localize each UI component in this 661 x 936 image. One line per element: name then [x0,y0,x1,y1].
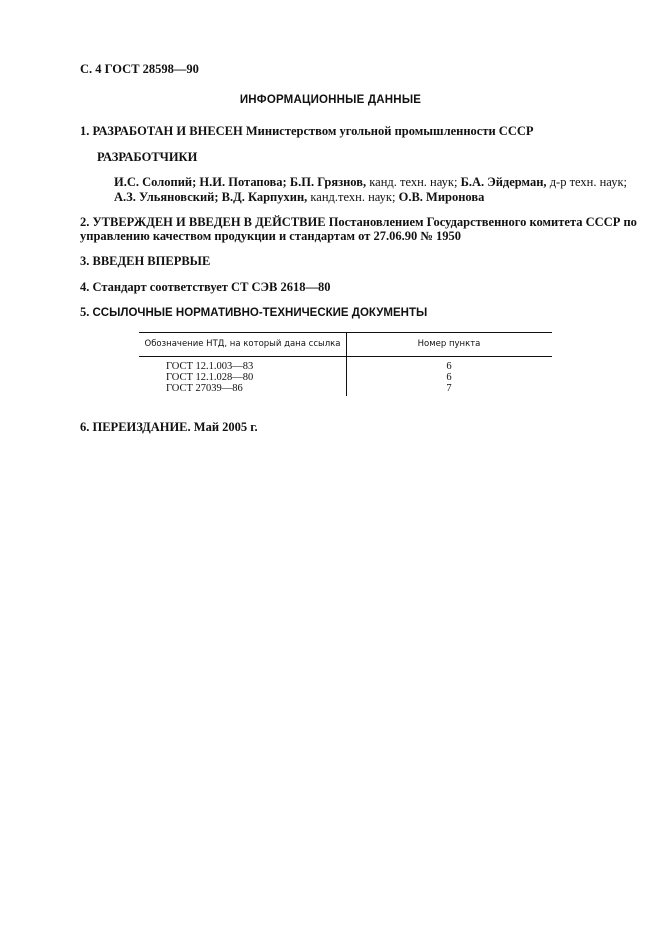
section-6-number: 6. [80,420,90,434]
table-row-2-clause: 6 [446,372,452,383]
section-6 [80,420,258,435]
page-title: ИНФОРМАЦИОННЫЕ ДАННЫЕ [239,94,422,106]
section-5-number: 5. [80,305,90,319]
section-2 [80,215,637,230]
table-row-2-code: ГОСТ 12.1.028—80 [166,372,254,383]
table-row-1-code: ГОСТ 12.1.003—83 [166,361,254,372]
section-2-continuation: управлению качеством продукции и стандартам от 27.06.90 № 1950 [80,229,462,243]
section-3-number: 3. [80,254,90,268]
developer-6: В.Д. Карпухин, [218,190,308,204]
developer-7: О.В. Миронова [395,190,485,204]
section-2-label: УТВЕРЖДЕН И ВВЕДЕН В ДЕЙСТВИЕ [92,215,326,229]
section-4 [80,280,331,295]
table-row-3-code: ГОСТ 27039—86 [166,383,243,394]
developer-4: Б.А. Эйдерман, [457,175,547,189]
table-header-designation: Обозначение НТД, на который дана ссылка [144,339,341,349]
table-row-3-clause: 7 [446,383,452,394]
page-header: С. 4 ГОСТ 28598—90 [80,62,199,76]
section-6-label: ПЕРЕИЗДАНИЕ. [92,420,191,434]
section-1-number: 1. [80,124,90,138]
section-3-label: ВВЕДЕН ВПЕРВЫЕ [92,254,211,268]
table-row-1-clause: 6 [446,361,452,372]
developer-1: И.С. Солопий; [114,175,197,189]
section-4-text: Стандарт соответствует СТ СЭВ 2618—80 [92,280,331,294]
developers-heading: РАЗРАБОТЧИКИ [97,150,198,164]
section-2-text: Постановлением Государственного комитета СССР по [325,215,637,229]
section-3 [80,254,210,269]
developers-line-2 [114,190,484,205]
developer-6-degree: канд.техн. наук; [307,190,396,204]
table-header-clause: Номер пункта [417,339,481,349]
developers-line-1 [114,175,627,190]
section-1-text: Министерством угольной промышленности СССР [245,124,534,138]
developer-5: А.З. Ульяновский; [114,190,219,204]
section-4-number: 4. [80,280,90,294]
section-1-label: РАЗРАБОТАН И ВНЕСЕН [92,124,243,138]
developer-2: Н.И. Потапова; [196,175,287,189]
references-table [139,332,552,398]
developer-3: Б.П. Грязнов, [286,175,367,189]
section-6-text: Май 2005 г. [193,420,258,434]
table-header-rule [139,356,552,357]
section-1 [80,124,534,139]
section-2-number: 2. [80,215,90,229]
developer-4-degree: д-р техн. наук; [546,175,628,189]
section-5 [80,305,427,320]
developer-3-degree: канд. техн. наук; [366,175,458,189]
section-5-label: ССЫЛОЧНЫЕ НОРМАТИВНО-ТЕХНИЧЕСКИЕ ДОКУМЕНТЫ [92,307,428,319]
